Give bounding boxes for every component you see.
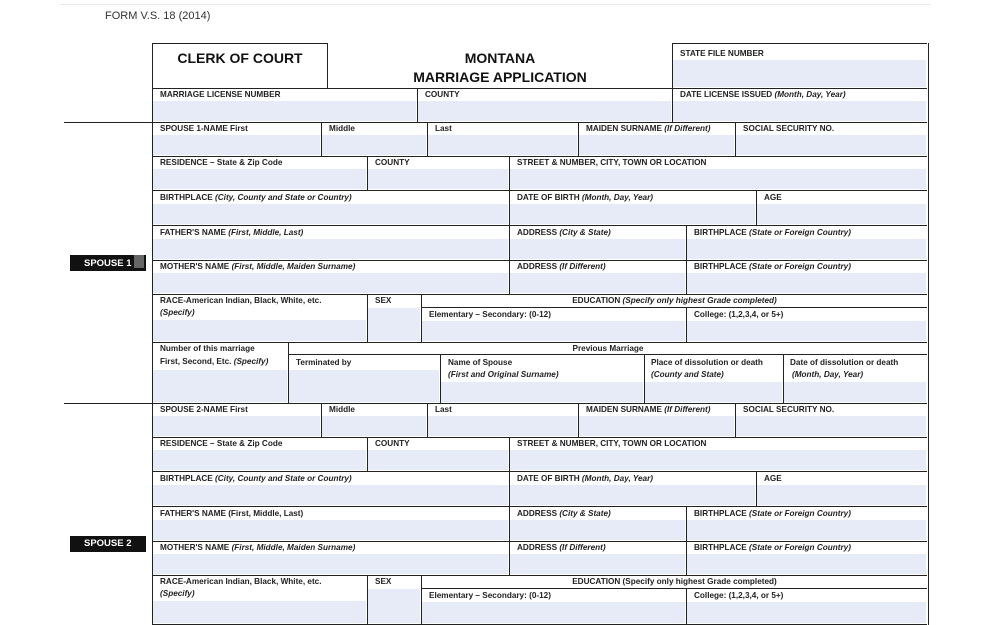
spouse2-county-label: COUNTY	[375, 439, 410, 448]
spouse1-father-address-field[interactable]	[510, 239, 685, 259]
spouse1-birthplace-field[interactable]	[153, 204, 508, 224]
spouse1-date-dissolution-field[interactable]	[784, 382, 926, 402]
spouse2-mother-field[interactable]	[153, 554, 508, 574]
spouse2-father-birthplace-field[interactable]	[687, 520, 926, 540]
spouse2-badge: SPOUSE 2	[70, 536, 146, 552]
spouse1-terminated-by-field[interactable]	[289, 370, 439, 402]
marriage-license-number-label: MARRIAGE LICENSE NUMBER	[160, 90, 281, 99]
spouse1-place-dissolution-hint: (County and State)	[651, 370, 724, 379]
spouse1-date-dissolution-label: Date of dissolution or death	[790, 358, 899, 367]
spouse1-date-dissolution-hint: (Month, Day, Year)	[792, 370, 864, 379]
spouse1-mother-address-label: ADDRESS (If Different)	[517, 262, 606, 271]
spouse1-residence-field[interactable]	[153, 169, 366, 189]
form-title: MARRIAGE APPLICATION	[413, 69, 587, 85]
spouse1-previous-marriage-label: Previous Marriage	[572, 344, 644, 353]
spouse1-birthplace-label: BIRTHPLACE (City, County and State or Country)	[160, 193, 352, 202]
spouse2-race-field[interactable]	[153, 601, 366, 623]
spouse1-mother-birthplace-field[interactable]	[687, 273, 926, 293]
spouse2-maiden-field[interactable]	[579, 416, 734, 436]
spouse2-college-label: College: (1,2,3,4, or 5+)	[694, 591, 784, 600]
date-license-issued-label: DATE LICENSE ISSUED (Month, Day, Year)	[680, 90, 846, 99]
spouse2-father-label: FATHER'S NAME (First, Middle, Last)	[160, 509, 304, 518]
spouse1-maiden-label: MAIDEN SURNAME (If Different)	[586, 124, 711, 133]
spouse2-mother-label: MOTHER'S NAME (First, Middle, Maiden Surname)	[160, 543, 356, 552]
spouse2-residence-field[interactable]	[153, 450, 366, 470]
date-license-issued-field[interactable]	[673, 101, 926, 121]
spouse2-street-label: STREET & NUMBER, CITY, TOWN OR LOCATION	[517, 439, 707, 448]
spouse2-college-field[interactable]	[687, 602, 926, 623]
spouse2-elementary-label: Elementary – Secondary: (0-12)	[429, 591, 551, 600]
spouse2-mother-birthplace-label: BIRTHPLACE (State or Foreign Country)	[694, 543, 851, 552]
spouse1-age-label: AGE	[764, 193, 782, 202]
spouse1-father-field[interactable]	[153, 239, 508, 259]
state-title: MONTANA	[464, 50, 536, 66]
spouse2-sex-field[interactable]	[368, 589, 420, 623]
marriage-license-number-field[interactable]	[153, 101, 416, 121]
spouse2-mother-address-label: ADDRESS (If Different)	[517, 543, 606, 552]
state-file-number-field[interactable]	[673, 60, 926, 87]
spouse1-elementary-label: Elementary – Secondary: (0-12)	[429, 310, 551, 319]
spouse1-last-label: Last	[435, 124, 452, 133]
spouse1-college-label: College: (1,2,3,4, or 5+)	[694, 310, 784, 319]
spouse1-dob-field[interactable]	[510, 204, 755, 224]
spouse2-maiden-label: MAIDEN SURNAME (If Different)	[586, 405, 711, 414]
spouse2-father-address-field[interactable]	[510, 520, 685, 540]
spouse2-mother-birthplace-field[interactable]	[687, 554, 926, 574]
spouse2-residence-label: RESIDENCE – State & Zip Code	[160, 439, 283, 448]
spouse1-elementary-field[interactable]	[422, 321, 685, 341]
spouse2-birthplace-field[interactable]	[153, 485, 508, 505]
spouse1-place-dissolution-label: Place of dissolution or death	[651, 358, 763, 367]
spouse2-last-label: Last	[435, 405, 452, 414]
spouse1-sex-field[interactable]	[368, 308, 420, 341]
spouse1-num-marriage-label-2: First, Second, Etc. (Specify)	[160, 357, 269, 366]
spouse2-age-field[interactable]	[757, 485, 926, 505]
state-file-number-label: STATE FILE NUMBER	[680, 49, 764, 58]
spouse1-age-field[interactable]	[757, 204, 926, 224]
spouse1-name-of-spouse-hint: (First and Original Surname)	[448, 370, 559, 379]
spouse1-num-marriage-label: Number of this marriage	[160, 344, 255, 353]
spouse2-dob-field[interactable]	[510, 485, 755, 505]
header-county-label: COUNTY	[425, 90, 460, 99]
spouse2-age-label: AGE	[764, 474, 782, 483]
spouse1-dob-label: DATE OF BIRTH (Month, Day, Year)	[517, 193, 654, 202]
rule	[421, 307, 927, 308]
spouse1-mother-birthplace-label: BIRTHPLACE (State or Foreign Country)	[694, 262, 851, 271]
spouse1-middle-field[interactable]	[322, 135, 426, 155]
spouse1-name-of-spouse-field[interactable]	[441, 382, 643, 402]
spouse2-ssn-field[interactable]	[736, 416, 926, 436]
rule	[288, 354, 927, 355]
spouse1-father-birthplace-label: BIRTHPLACE (State or Foreign Country)	[694, 228, 851, 237]
spouse1-education-label: EDUCATION (Specify only highest Grade completed)	[572, 296, 777, 305]
spouse1-last-field[interactable]	[428, 135, 577, 155]
spouse2-father-field[interactable]	[153, 520, 508, 540]
spouse1-middle-label: Middle	[329, 124, 355, 133]
spouse2-first-name-field[interactable]	[153, 416, 320, 436]
spouse2-mother-address-field[interactable]	[510, 554, 685, 574]
spouse1-terminated-by-label: Terminated by	[296, 358, 352, 367]
spouse2-race-label: RACE-American Indian, Black, White, etc.	[160, 577, 322, 586]
spouse2-middle-field[interactable]	[322, 416, 426, 436]
spouse2-last-field[interactable]	[428, 416, 577, 436]
spouse2-father-address-label: ADDRESS (City & State)	[517, 509, 611, 518]
spouse2-sex-label: SEX	[375, 577, 392, 586]
spouse1-race-field[interactable]	[153, 320, 366, 341]
spouse2-education-label: EDUCATION (Specify only highest Grade completed)	[572, 577, 777, 586]
spouse1-race-label: RACE-American Indian, Black, White, etc.	[160, 296, 322, 305]
spouse1-num-marriage-field[interactable]	[153, 370, 287, 402]
rule	[672, 43, 927, 44]
spouse1-county-field[interactable]	[368, 169, 508, 189]
spouse2-first-name-label: SPOUSE 2-NAME First	[160, 405, 248, 414]
spouse1-mother-label: MOTHER'S NAME (First, Middle, Maiden Surname)	[160, 262, 356, 271]
rule	[421, 588, 927, 589]
clerk-of-court-title: CLERK OF COURT	[177, 50, 303, 66]
spouse1-street-label: STREET & NUMBER, CITY, TOWN OR LOCATION	[517, 158, 707, 167]
spouse1-sex-label: SEX	[375, 296, 392, 305]
spouse1-first-name-field[interactable]	[153, 135, 320, 155]
spouse2-father-birthplace-label: BIRTHPLACE (State or Foreign Country)	[694, 509, 851, 518]
rule	[152, 225, 927, 226]
rule	[152, 506, 927, 507]
spouse2-birthplace-label: BIRTHPLACE (City, County and State or Country)	[160, 474, 352, 483]
spouse2-dob-label: DATE OF BIRTH (Month, Day, Year)	[517, 474, 654, 483]
spouse2-elementary-field[interactable]	[422, 602, 685, 623]
spouse1-first-name-label: SPOUSE 1-NAME First	[160, 124, 248, 133]
spouse1-father-label: FATHER'S NAME (First, Middle, Last)	[160, 228, 304, 237]
spouse1-place-dissolution-field[interactable]	[645, 382, 782, 402]
spouse2-county-field[interactable]	[368, 450, 508, 470]
section-divider	[64, 122, 152, 123]
form-number: FORM V.S. 18 (2014)	[105, 10, 211, 22]
spouse1-ssn-field[interactable]	[736, 135, 926, 155]
spouse1-father-birthplace-field[interactable]	[687, 239, 926, 259]
header-county-field[interactable]	[418, 101, 671, 121]
spouse1-street-field[interactable]	[510, 169, 926, 189]
section-divider	[64, 403, 152, 404]
spouse1-race-hint: (Specify)	[160, 308, 195, 317]
rule	[152, 43, 328, 44]
rule	[152, 190, 927, 191]
spouse1-mother-field[interactable]	[153, 273, 508, 293]
spouse2-street-field[interactable]	[510, 450, 926, 470]
spouse1-name-of-spouse-label: Name of Spouse	[448, 358, 513, 367]
rule	[152, 471, 927, 472]
spouse2-ssn-label: SOCIAL SECURITY NO.	[743, 405, 835, 414]
spouse1-county-label: COUNTY	[375, 158, 410, 167]
spouse2-race-hint: (Specify)	[160, 589, 195, 598]
spouse1-residence-label: RESIDENCE – State & Zip Code	[160, 158, 283, 167]
spouse1-mother-address-field[interactable]	[510, 273, 685, 293]
spouse1-badge: SPOUSE 1	[70, 255, 146, 271]
spouse1-maiden-field[interactable]	[579, 135, 734, 155]
spouse2-middle-label: Middle	[329, 405, 355, 414]
top-rule	[60, 4, 930, 5]
spouse1-father-address-label: ADDRESS (City & State)	[517, 228, 611, 237]
spouse1-college-field[interactable]	[687, 321, 926, 341]
spouse1-ssn-label: SOCIAL SECURITY NO.	[743, 124, 835, 133]
